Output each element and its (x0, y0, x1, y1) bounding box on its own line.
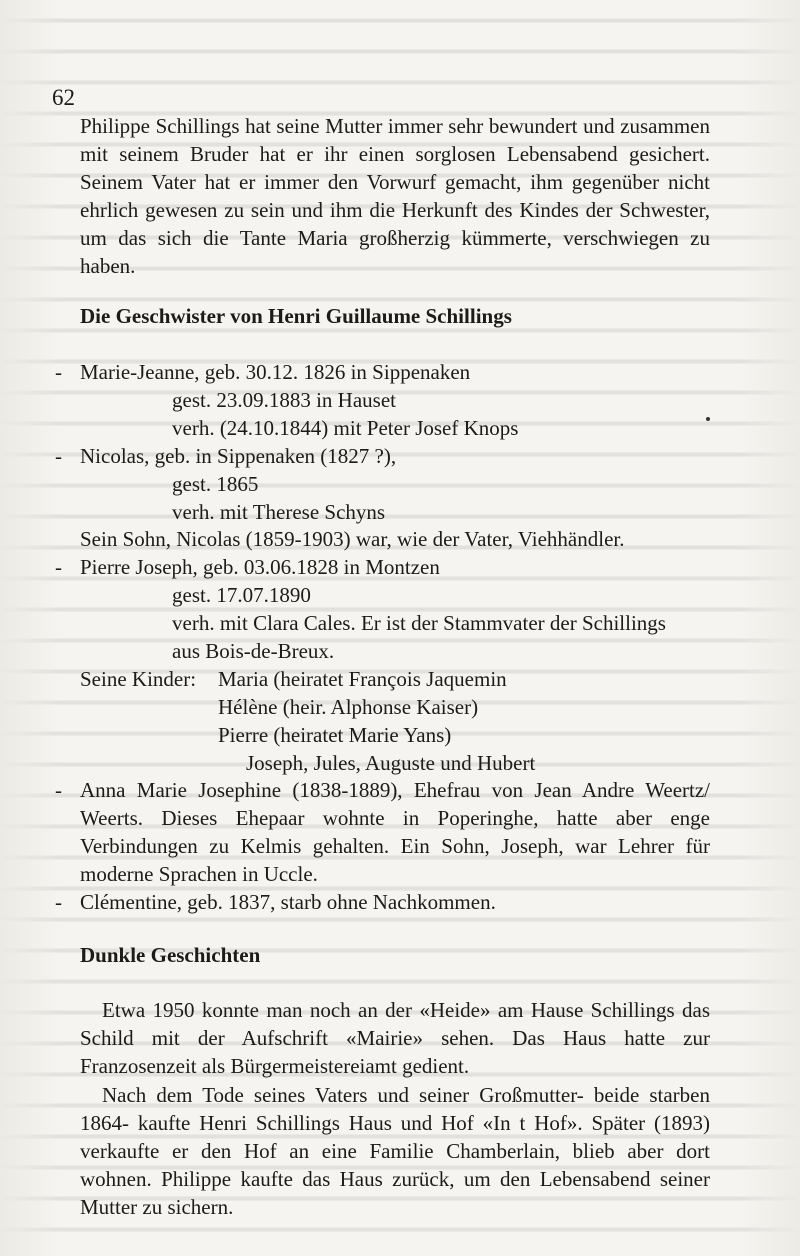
sibling-clementine: Clémentine, geb. 1837, starb ohne Nachkommen. (80, 890, 496, 914)
page-number: 62 (52, 85, 75, 110)
list-bullet: - (55, 778, 62, 802)
section-heading-siblings: Die Geschwister von Henri Guillaume Schillings (80, 304, 512, 328)
list-bullet: - (55, 890, 62, 914)
sibling-pierre-line2: gest. 17.07.1890 (172, 583, 311, 607)
dark-stories-paragraph-1: Etwa 1950 konnte man noch an der «Heide» am Hause Schillings das Schild mit der Aufschrift «Mairie» sehen. Das Haus hatte zur Franzosenzeit als Bürgermeistereiamt gedient. (80, 998, 710, 1078)
child-item: Maria (heiratet François Jaquemin (218, 667, 507, 691)
sibling-nicolas-line3: verh. mit Therese Schyns (172, 500, 386, 524)
sibling-pierre-line3: verh. mit Clara Cales. Er ist der Stammvater der Schillings (172, 611, 666, 635)
sibling-pierre-line1: Pierre Joseph, geb. 03.06.1828 in Montzen (80, 555, 440, 579)
ink-dot (706, 417, 710, 421)
list-bullet: - (55, 360, 62, 384)
child-item: Pierre (heiratet Marie Yans) (218, 723, 452, 747)
child-item: Joseph, Jules, Auguste und Hubert (246, 751, 536, 775)
sibling-pierre-line4: aus Bois-de-Breux. (172, 639, 335, 663)
dark-stories-paragraph-2: Nach dem Tode seines Vaters und seiner Großmutter- beide starben 1864- kaufte Henri Schillings Haus und Hof «In t Hof». Später (1893) verkaufte er den Hof an eine Familie Chamberlain, blieb aber dort wohnen. Philippe kaufte das Haus zurück, um den Lebensabend seiner Mutter zu sichern. (80, 1083, 710, 1219)
sibling-nicolas-son: Sein Sohn, Nicolas (1859-1903) war, wie der Vater, Viehhändler. (80, 527, 625, 551)
intro-paragraph: Philippe Schillings hat seine Mutter immer sehr bewundert und zusammen mit seinem Bruder hat er ihr einen sorglosen Lebensabend gesichert. Seinem Vater hat er immer den Vorwurf gemacht, ihm gegenüber nicht ehrlich gewesen zu sein und ihm die Herkunft des Kindes der Schwester, um das sich die Tante Maria großherzig kümmerte, verschwiegen zu haben. (80, 114, 710, 278)
sibling-marie-line3: verh. (24.10.1844) mit Peter Josef Knops (172, 416, 519, 440)
sibling-anna: Anna Marie Josephine (1838-1889), Ehefrau von Jean Andre Weertz/ Weerts. Dieses Ehepaar wohnte in Poperinghe, hatte aber enge Verbindungen zu Kelmis gehalten. Ein Sohn, Joseph, war Lehrer für moderne Sprachen in Uccle. (80, 778, 710, 886)
sibling-marie-line1: Marie-Jeanne, geb. 30.12. 1826 in Sippenaken (80, 360, 471, 384)
sibling-nicolas-line1: Nicolas, geb. in Sippenaken (1827 ?), (80, 444, 397, 468)
list-bullet: - (55, 555, 62, 579)
child-item: Hélène (heir. Alphonse Kaiser) (218, 695, 479, 719)
list-bullet: - (55, 444, 62, 468)
sibling-marie-line2: gest. 23.09.1883 in Hauset (172, 388, 396, 412)
children-label: Seine Kinder: (80, 667, 197, 691)
sibling-nicolas-line2: gest. 1865 (172, 472, 259, 496)
section-heading-dark-stories: Dunkle Geschichten (80, 943, 261, 967)
